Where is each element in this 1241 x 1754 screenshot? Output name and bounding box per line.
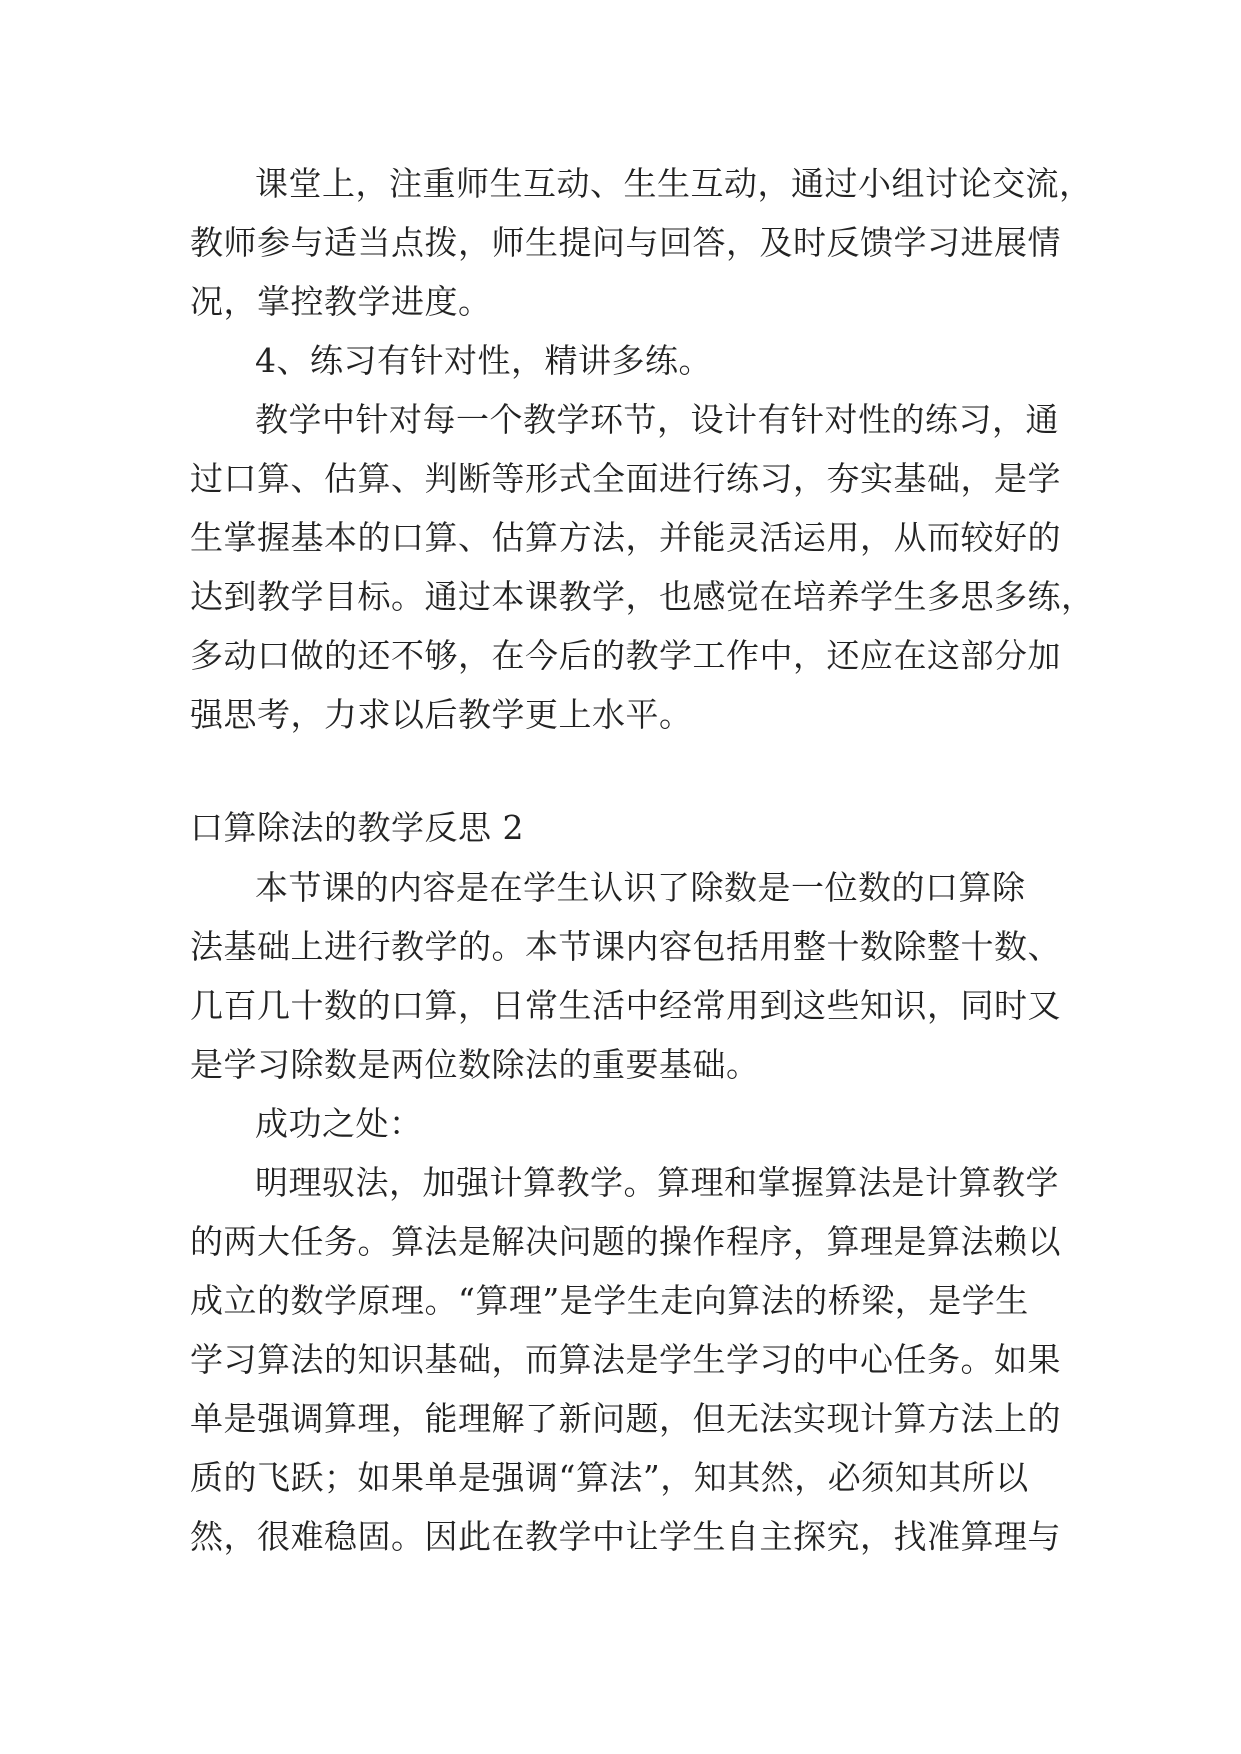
paragraph-line: 质的飞跃；如果单是强调“算法”，知其然，必须知其所以: [190, 1458, 1029, 1497]
paragraph-line: 教师参与适当点拨，师生提问与回答，及时反馈学习进展情: [190, 223, 1061, 262]
paragraph-line: 过口算、估算、判断等形式全面进行练习，夯实基础，是学: [190, 459, 1061, 498]
paragraph-line: 本节课的内容是在学生认识了除数是一位数的口算除: [255, 868, 1026, 907]
paragraph-line: 明理驭法，加强计算教学。算理和掌握算法是计算教学: [255, 1163, 1059, 1202]
paragraph-line: 学习算法的知识基础，而算法是学生学习的中心任务。如果: [190, 1340, 1061, 1379]
paragraph-line: 达到教学目标。通过本课教学，也感觉在培养学生多思多练，: [190, 577, 1095, 616]
paragraph-line: 是学习除数是两位数除法的重要基础。: [190, 1045, 760, 1084]
paragraph-line: 成立的数学原理。“算理”是学生走向算法的桥梁，是学生: [190, 1281, 1029, 1320]
paragraph-line: 然，很难稳固。因此在教学中让学生自主探究，找准算理与: [190, 1517, 1061, 1556]
paragraph-line: 多动口做的还不够，在今后的教学工作中，还应在这部分加: [190, 636, 1061, 675]
paragraph-line: 况，掌控教学进度。: [190, 282, 492, 321]
paragraph-line: 4、练习有针对性，精讲多练。: [255, 341, 712, 380]
paragraph-line: 单是强调算理，能理解了新问题，但无法实现计算方法上的: [190, 1399, 1061, 1438]
paragraph-line: 几百几十数的口算，日常生活中经常用到这些知识，同时又: [190, 986, 1061, 1025]
paragraph-line: 课堂上，注重师生互动、生生互动，通过小组讨论交流，: [255, 164, 1093, 203]
paragraph-line: 教学中针对每一个教学环节，设计有针对性的练习，通: [255, 400, 1059, 439]
paragraph-line: 的两大任务。算法是解决问题的操作程序，算理是算法赖以: [190, 1222, 1061, 1261]
paragraph-line: 成功之处：: [255, 1104, 423, 1143]
paragraph-line: 生掌握基本的口算、估算方法，并能灵活运用，从而较好的: [190, 518, 1061, 557]
paragraph-line: 强思考，力求以后教学更上水平。: [190, 695, 693, 734]
section-heading: 口算除法的教学反思 2: [190, 808, 524, 847]
paragraph-line: 法基础上进行教学的。本节课内容包括用整十数除整十数、: [190, 927, 1061, 966]
